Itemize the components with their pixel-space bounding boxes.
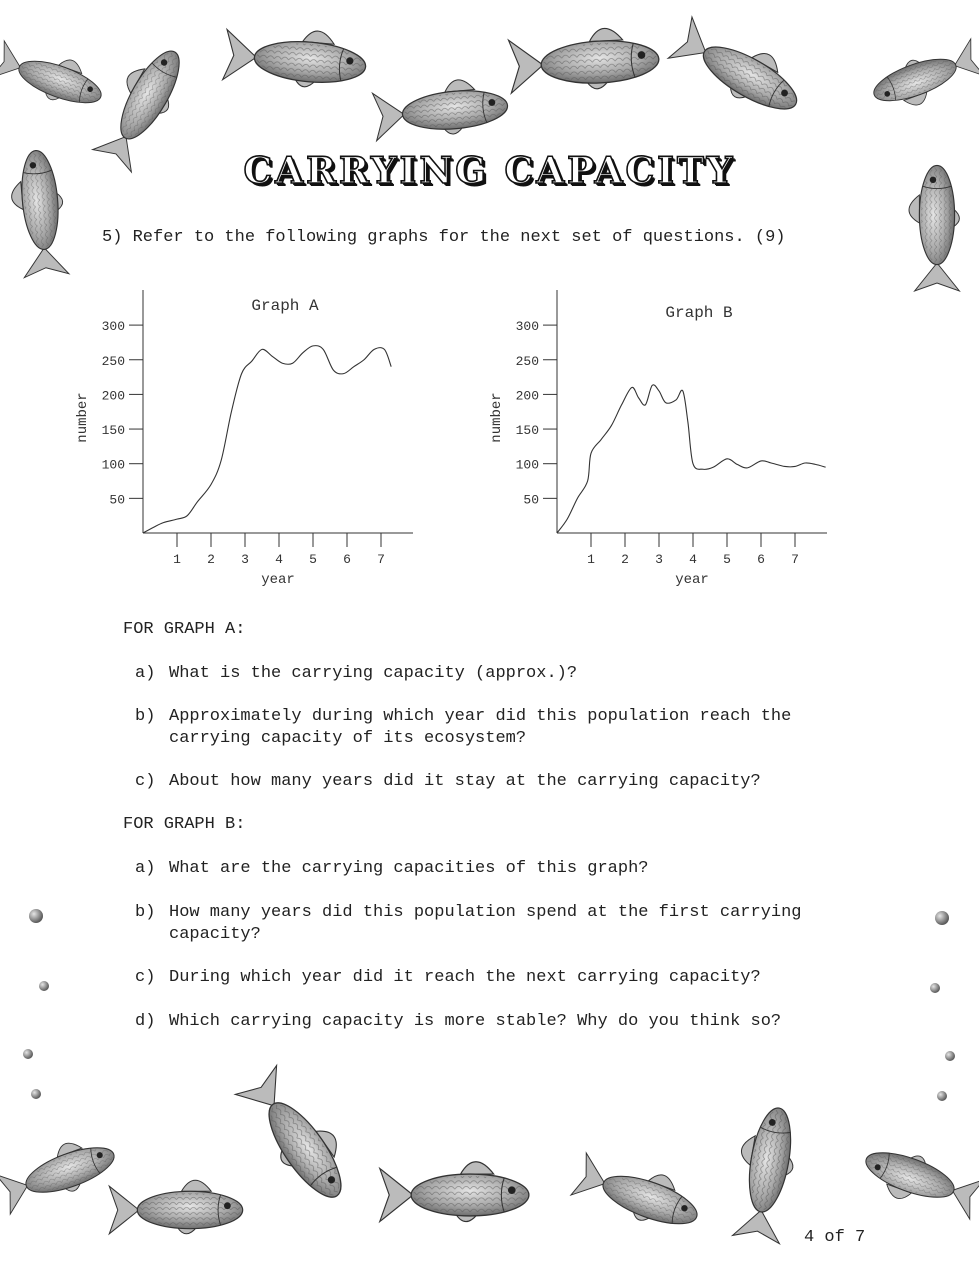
question-label: b)	[135, 707, 156, 726]
graph-a-x-tick-label: 6	[343, 552, 351, 567]
graph-b-x-tick-label: 4	[689, 552, 697, 567]
graph-a-x-tick-label: 2	[207, 552, 215, 567]
graph-a-population-line	[143, 346, 391, 533]
goldfish-icon	[727, 1103, 803, 1244]
graph-a-y-tick-label: 250	[101, 353, 125, 369]
goldfish-icon	[109, 1180, 242, 1234]
graph-a-x-tick-label: 4	[275, 552, 283, 567]
bubble-icon	[23, 1049, 33, 1059]
graph-b-y-tick-label: 100	[515, 457, 539, 473]
graph-b-x-tick-label: 5	[723, 552, 731, 567]
graph-a-y-tick-label: 50	[109, 492, 125, 508]
question-label: d)	[135, 1012, 156, 1031]
bubble-icon	[935, 911, 949, 925]
bubble-icon	[39, 981, 49, 991]
graph-a-svg	[60, 280, 440, 600]
graph-a-y-tick-label: 100	[101, 457, 125, 473]
question-label: c)	[135, 772, 156, 791]
goldfish-icon	[868, 39, 979, 118]
bubble-icon	[945, 1051, 955, 1061]
question-text-continued: carrying capacity of its ecosystem?	[169, 729, 527, 748]
graph-a	[60, 280, 440, 600]
graph-b-title: Graph B	[665, 304, 733, 322]
question-text-continued: capacity?	[169, 925, 261, 944]
bubble-icon	[31, 1089, 41, 1099]
graph-b-population-line	[557, 385, 826, 533]
graph-b-heading: FOR GRAPH B:	[123, 815, 246, 834]
graph-b-y-tick-label: 200	[515, 388, 539, 404]
question-text: How many years did this population spend at the first carrying	[169, 903, 802, 922]
question-text: Which carrying capacity is more stable? Why do you think so?	[169, 1012, 782, 1031]
question-text: Approximately during which year did this population reach the	[169, 707, 792, 726]
page-title: CARRYING CAPACITY	[243, 150, 736, 192]
graph-a-y-tick-label: 300	[101, 319, 125, 335]
graph-a-y-tick-label: 150	[101, 423, 125, 439]
graph-a-y-tick-label: 200	[101, 388, 125, 404]
graph-a-x-tick-label: 3	[241, 552, 249, 567]
goldfish-icon	[223, 23, 369, 92]
graph-b-x-axis-label: year	[675, 572, 709, 588]
question-intro: 5) Refer to the following graphs for the next set of questions. (9)	[102, 228, 786, 247]
graph-a-heading: FOR GRAPH A:	[123, 620, 246, 639]
goldfish-icon	[235, 1062, 362, 1210]
goldfish-icon	[0, 1129, 121, 1214]
bubble-icon	[930, 983, 940, 993]
graph-b-x-tick-label: 3	[655, 552, 663, 567]
graph-b-y-tick-label: 150	[515, 423, 539, 439]
graph-a-x-tick-label: 7	[377, 552, 385, 567]
goldfish-icon	[571, 1148, 706, 1238]
graph-b-x-tick-label: 6	[757, 552, 765, 567]
graph-b-y-tick-label: 250	[515, 353, 539, 369]
graph-a-x-axis-label: year	[261, 572, 295, 588]
graph-b-x-tick-label: 7	[791, 552, 799, 567]
graph-b-svg	[474, 280, 854, 600]
goldfish-icon	[857, 1139, 979, 1224]
question-label: b)	[135, 903, 156, 922]
goldfish-icon	[380, 1162, 529, 1222]
question-text: What are the carrying capacities of this graph?	[169, 859, 649, 878]
graph-b-y-tick-label: 300	[515, 319, 539, 335]
graph-b	[474, 280, 854, 600]
graph-b-x-tick-label: 1	[587, 552, 595, 567]
graph-a-x-tick-label: 5	[309, 552, 317, 567]
question-label: a)	[135, 859, 156, 878]
graph-a-y-axis-label: number	[75, 392, 91, 443]
graph-b-y-axis-label: number	[489, 392, 505, 443]
graph-b-y-tick-label: 50	[523, 492, 539, 508]
graph-b-x-tick-label: 2	[621, 552, 629, 567]
question-label: a)	[135, 664, 156, 683]
bubble-icon	[29, 909, 43, 923]
question-text: About how many years did it stay at the carrying capacity?	[169, 772, 761, 791]
goldfish-icon	[668, 12, 810, 125]
goldfish-icon	[372, 76, 510, 141]
bubble-icon	[937, 1091, 947, 1101]
goldfish-icon	[0, 36, 109, 115]
question-text: What is the carrying capacity (approx.)?	[169, 664, 578, 683]
graph-a-title: Graph A	[251, 297, 319, 315]
question-label: c)	[135, 968, 156, 987]
goldfish-icon	[508, 26, 660, 94]
graph-a-x-tick-label: 1	[173, 552, 181, 567]
question-text: During which year did it reach the next carrying capacity?	[169, 968, 761, 987]
page-number: 4 of 7	[804, 1228, 866, 1247]
